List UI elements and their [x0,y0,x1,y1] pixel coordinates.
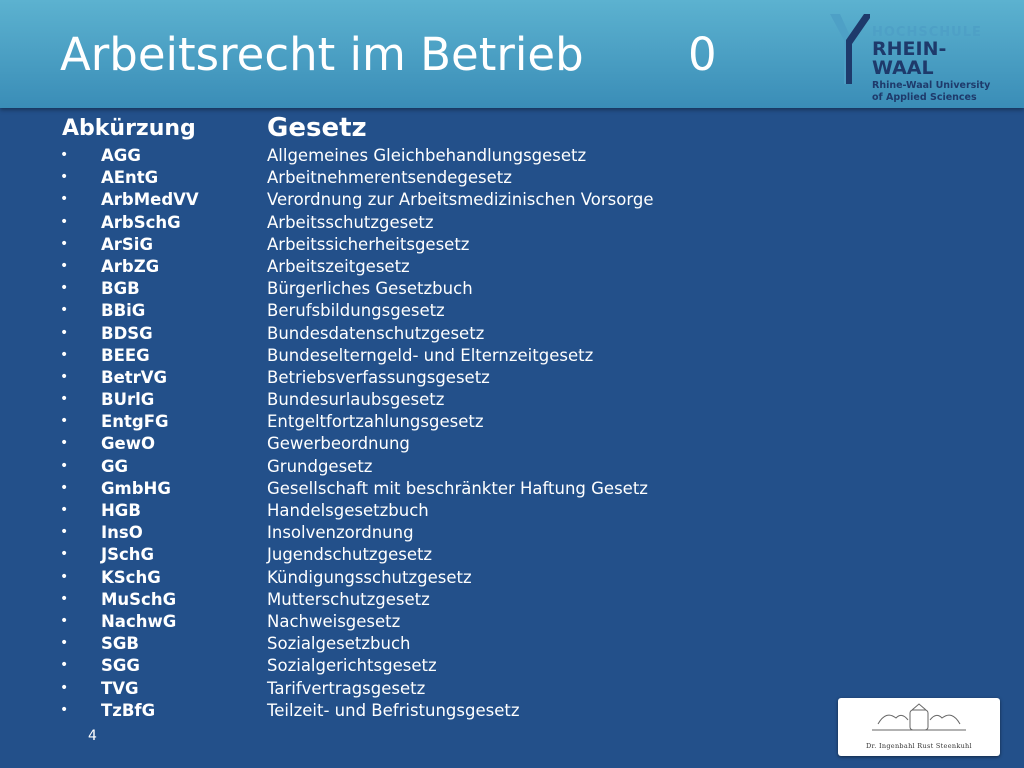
law-abbreviation: BUrlG [101,390,155,410]
law-name: Bundesurlaubsgesetz [267,390,445,410]
law-row [0,367,1024,389]
law-name: Mutterschutzgesetz [267,589,430,609]
law-abbreviation: SGG [101,656,140,676]
law-row [0,500,1024,522]
law-row [0,589,1024,611]
law-abbreviation: JSchG [101,545,155,565]
bullet-icon: • [60,235,69,252]
law-abbreviation: BGB [101,279,140,299]
law-name: Gesellschaft mit beschränkter Haftung Gesetz [267,478,648,498]
law-abbreviation: GmbHG [101,478,171,498]
law-name: Betriebsverfassungsgesetz [267,367,490,387]
law-name: Arbeitsschutzgesetz [267,212,434,232]
bullet-icon: • [60,435,69,452]
law-abbreviation: ArbSchG [101,212,181,232]
bullet-icon: • [60,568,69,585]
column-header-law: Gesetz [267,113,367,143]
bullet-icon: • [60,346,69,363]
law-abbreviation: ArbMedVV [101,190,199,210]
law-name: Teilzeit- und Befristungsgesetz [267,700,520,720]
law-abbreviation: EntgFG [101,412,169,432]
logo-y-icon [826,14,872,86]
law-row [0,544,1024,566]
law-name: Kündigungsschutzgesetz [267,567,472,587]
law-name: Jugendschutzgesetz [267,545,433,565]
law-abbreviation: TzBfG [101,700,156,720]
law-abbreviation: SGB [101,634,140,654]
law-abbreviation: BetrVG [101,367,168,387]
logo-line-1: HOCHSCHULE [872,25,982,40]
law-row [0,655,1024,677]
law-abbreviation: BEEG [101,345,150,365]
law-abbreviation: ArbZG [101,256,160,276]
bullet-icon: • [60,479,69,496]
law-row [0,189,1024,211]
law-abbreviation: InsO [101,523,143,543]
law-row [0,633,1024,655]
law-abbreviation: ArSiG [101,234,153,254]
law-name: Arbeitssicherheitsgesetz [267,234,470,254]
law-row [0,567,1024,589]
bullet-icon: • [60,502,69,518]
law-name: Arbeitszeitgesetz [267,256,410,276]
law-abbreviation: MuSchG [101,589,177,609]
bullet-icon: • [60,590,69,607]
bullet-icon: • [60,368,69,385]
bullet-icon: • [60,635,69,652]
bullet-icon: • [60,679,69,696]
law-abbreviation: GG [101,456,129,476]
law-name: Grundgesetz [267,456,373,476]
law-abbreviation: GewO [101,434,156,454]
law-name: Sozialgerichtsgesetz [267,656,437,676]
slide-title-number: 0 [688,28,717,81]
law-abbreviation: BBiG [101,301,146,321]
slide-header [0,0,1024,108]
law-row [0,678,1024,700]
law-name: Insolvenzordnung [267,523,414,543]
law-row [0,145,1024,167]
law-row [0,433,1024,455]
law-row [0,345,1024,367]
logo-line-4: of Applied Sciences [872,91,977,103]
law-row [0,522,1024,544]
law-firm-badge [838,698,1000,756]
bullet-icon: • [60,657,69,674]
column-header-abbreviation: Abkürzung [62,116,196,141]
law-row [0,611,1024,633]
law-row [0,323,1024,345]
bullet-icon: • [60,302,69,319]
law-name: Bundesdatenschutzgesetz [267,323,485,343]
slide-title: Arbeitsrecht im Betrieb [60,28,584,81]
law-name: Bürgerliches Gesetzbuch [267,279,473,299]
bullet-icon: • [60,413,69,430]
law-name: Bundeselterngeld- und Elternzeitgesetz [267,345,594,365]
law-abbreviation: BDSG [101,323,153,343]
bullet-icon: • [60,701,69,718]
bullet-icon: • [60,524,69,541]
bullet-icon: • [60,169,69,186]
bullet-icon: • [60,213,69,230]
bullet-icon: • [60,280,69,297]
law-name: Sozialgesetzbuch [267,634,411,654]
bullet-icon: • [60,257,69,274]
bullet-icon: • [60,191,69,208]
law-row [0,456,1024,478]
law-abbreviation: AGG [101,146,141,165]
law-name: Verordnung zur Arbeitsmedizinischen Vorsorge [267,190,654,210]
law-name: Handelsgesetzbuch [267,501,429,520]
bullet-icon: • [60,324,69,341]
law-abbreviation: NachwG [101,611,177,631]
crest-icon [838,698,1000,742]
logo-line-2: RHEIN-WAAL [872,38,947,79]
law-name: Entgeltfortzahlungsgesetz [267,412,484,432]
bullet-icon: • [60,612,69,629]
law-row [0,411,1024,433]
law-name: Arbeitnehmerentsendegesetz [267,168,512,188]
law-abbreviation: KSchG [101,567,161,587]
badge-text: Dr. Ingenbahl Rust Steenkuhl [866,742,972,750]
law-name: Allgemeines Gleichbehandlungsgesetz [267,146,587,165]
bullet-icon: • [60,457,69,474]
university-logo [826,12,1006,103]
law-name: Berufsbildungsgesetz [267,301,445,321]
bullet-icon: • [60,546,69,563]
law-abbreviation: TVG [101,678,139,698]
law-row [0,234,1024,256]
law-row [0,278,1024,300]
law-name: Tarifvertragsgesetz [267,678,426,698]
law-abbreviation: HGB [101,501,141,520]
law-row [0,300,1024,322]
law-row [0,389,1024,411]
law-list [0,145,1024,722]
law-name: Nachweisgesetz [267,611,401,631]
law-abbreviation: AEntG [101,168,159,188]
law-name: Gewerbeordnung [267,434,410,454]
bullet-icon: • [60,391,69,408]
law-row [0,167,1024,189]
page-number: 4 [88,728,97,744]
law-row [0,256,1024,278]
law-row [0,478,1024,500]
logo-line-3: Rhine-Waal University [872,80,991,91]
law-row [0,212,1024,234]
bullet-icon: • [60,147,69,163]
